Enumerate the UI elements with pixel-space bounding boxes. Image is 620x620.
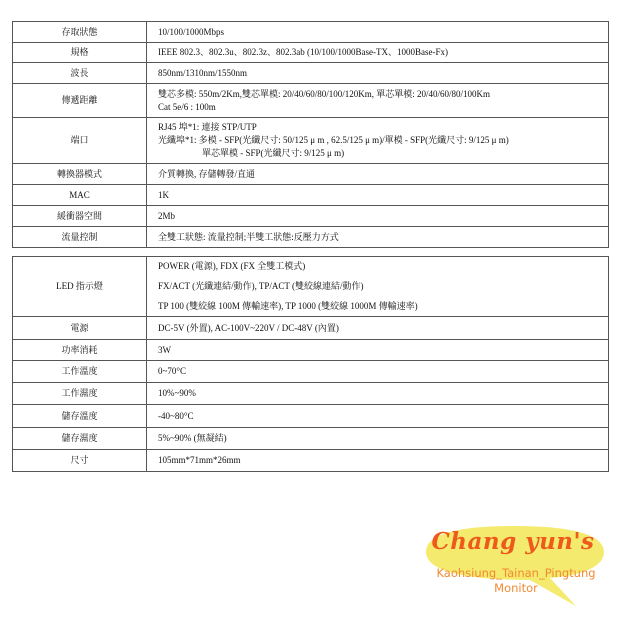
spec-value: 1K (147, 185, 609, 206)
spec-value: DC-5V (外置), AC-100V~220V / DC-48V (內置) (147, 317, 609, 340)
spec-label: 工作溫度 (13, 361, 147, 383)
spec-row (13, 118, 609, 164)
brand-tagline: Monitor (494, 581, 538, 595)
spec-row (13, 450, 609, 472)
spec-value: 0~70°C (147, 361, 609, 383)
brand-name: Chang yun's (431, 528, 595, 555)
spec-value: POWER (電源), FDX (FX 全雙工模式) FX/ACT (光纖連結/動作), TP/ACT (雙絞線連結/動作) TP 100 (雙絞線 100M 傳輸速率), TP 1000 (雙絞線 1000M 傳輸速率) (147, 257, 609, 317)
spec-value: 2Mb (147, 206, 609, 227)
spec-value: 10%~90% (147, 383, 609, 405)
spec-label: MAC (13, 185, 147, 206)
spec-row (13, 428, 609, 450)
spec-label: 尺寸 (13, 450, 147, 472)
spec-row (13, 206, 609, 227)
spec-value: 3W (147, 340, 609, 361)
spec-label: 儲存溫度 (13, 405, 147, 428)
spec-label: 流量控制 (13, 227, 147, 248)
spec-label: LED 指示燈 (13, 257, 147, 317)
spec-row (13, 361, 609, 383)
spec-label: 轉換器模式 (13, 164, 147, 185)
spec-label: 波長 (13, 63, 147, 84)
spec-label: 存取狀態 (13, 22, 147, 43)
spec-row (13, 340, 609, 361)
spec-label: 電源 (13, 317, 147, 340)
spec-value: 105mm*71mm*26mm (147, 450, 609, 472)
spec-label: 端口 (13, 118, 147, 164)
spec-row (13, 22, 609, 43)
spec-label: 緩衝器空間 (13, 206, 147, 227)
spec-label: 儲存濕度 (13, 428, 147, 450)
spec-row (13, 257, 609, 317)
spec-row (13, 383, 609, 405)
spec-table-1 (12, 21, 609, 248)
spec-label: 傳遞距離 (13, 84, 147, 118)
spec-value: 雙芯多模: 550m/2Km,雙芯單模: 20/40/60/80/100/120Km, 單芯單模: 20/40/60/80/100Km Cat 5e/6 : 100m (147, 84, 609, 118)
spec-value: 850nm/1310nm/1550nm (147, 63, 609, 84)
spec-row (13, 227, 609, 248)
spec-label: 工作濕度 (13, 383, 147, 405)
spec-row (13, 164, 609, 185)
spec-row (13, 63, 609, 84)
spec-value: 10/100/1000Mbps (147, 22, 609, 43)
spec-row (13, 84, 609, 118)
spec-value: 全雙工狀態: 流量控制;半雙工狀態:反壓力方式 (147, 227, 609, 248)
spec-value: -40~80°C (147, 405, 609, 428)
spec-value: 介質轉換, 存儲轉發/直通 (147, 164, 609, 185)
spec-row (13, 317, 609, 340)
spec-row (13, 185, 609, 206)
brand-locations: Kaohsiung_Tainan_Pingtung (436, 566, 596, 580)
spec-value: IEEE 802.3、802.3u、802.3z、802.3ab (10/100/1000Base-TX、1000Base-Fx) (147, 43, 609, 63)
spec-label: 功率消耗 (13, 340, 147, 361)
spec-value: 5%~90% (無凝結) (147, 428, 609, 450)
spec-table-2 (12, 256, 609, 472)
spec-value: RJ45 埠*1: 連接 STP/UTP 光纖埠*1: 多模 - SFP(光纖尺寸: 50/125 μ m , 62.5/125 μ m)/單模 - SFP(光纖尺寸: 9/125 μ m) 單芯單模 - SFP(光纖尺寸: 9/125 μ m) (147, 118, 609, 164)
brand-logo (418, 522, 614, 614)
spec-row (13, 43, 609, 63)
spec-row (13, 405, 609, 428)
spec-label: 規格 (13, 43, 147, 63)
